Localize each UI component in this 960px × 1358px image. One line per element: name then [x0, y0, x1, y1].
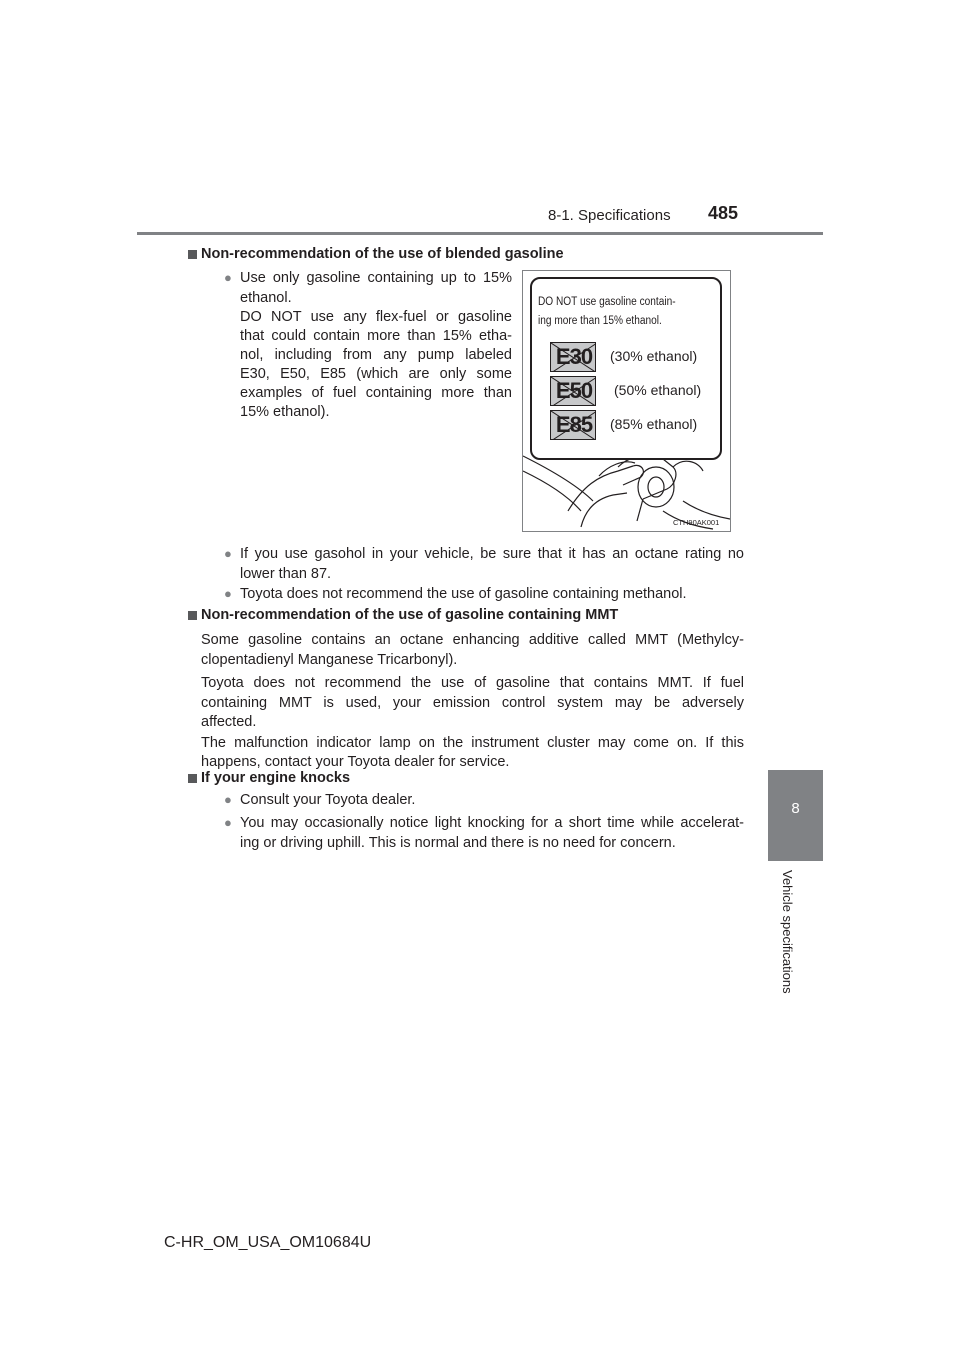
illustration-code: CTH90AK001 — [673, 518, 720, 527]
cross-out-icon — [551, 377, 596, 406]
section-title: 8-1. Specifications — [548, 207, 671, 224]
cross-out-icon — [551, 411, 596, 440]
bullet-methanol: Toyota does not recommend the use of gasoline containing methanol. — [240, 586, 687, 602]
heading-square-icon — [188, 611, 197, 620]
bullet-icon: ● — [224, 546, 232, 561]
cross-out-icon — [551, 343, 596, 372]
fuel-label-e30: E30 (30% ethanol) — [550, 342, 720, 372]
bullet-icon: ● — [224, 815, 232, 830]
section-heading-knocks: If your engine knocks — [201, 770, 351, 786]
header-rule — [137, 232, 823, 235]
warning-text: DO NOT use gasoline contain- ing more than 15% ethanol. — [538, 296, 676, 327]
e30-pump-label: E30 — [550, 342, 596, 372]
section-heading-blended: Non-recommendation of the use of blended gasoline — [201, 246, 564, 262]
chapter-tab — [768, 770, 823, 861]
bullet-icon: ● — [224, 792, 232, 807]
fuel-label-e85: E85 (85% ethanol) — [550, 410, 720, 440]
ethanol-warning-illustration — [522, 270, 731, 532]
warning-callout — [530, 277, 722, 460]
heading-square-icon — [188, 774, 197, 783]
fuel-label-e50: E50 (50% ethanol) — [550, 376, 720, 406]
section-heading-mmt: Non-recommendation of the use of gasoline containing MMT — [201, 607, 619, 623]
page-number: 485 — [708, 203, 739, 223]
bullet-icon: ● — [224, 270, 232, 285]
chapter-label: Vehicle specifications — [780, 870, 795, 994]
document-id: C-HR_OM_USA_OM10684U — [164, 1234, 372, 1251]
chapter-number: 8 — [791, 800, 800, 817]
heading-square-icon — [188, 250, 197, 259]
bullet-icon: ● — [224, 586, 232, 601]
e85-pump-label: E85 — [550, 410, 596, 440]
e50-pump-label: E50 — [550, 376, 596, 406]
bullet-consult-dealer: Consult your Toyota dealer. — [240, 792, 416, 808]
